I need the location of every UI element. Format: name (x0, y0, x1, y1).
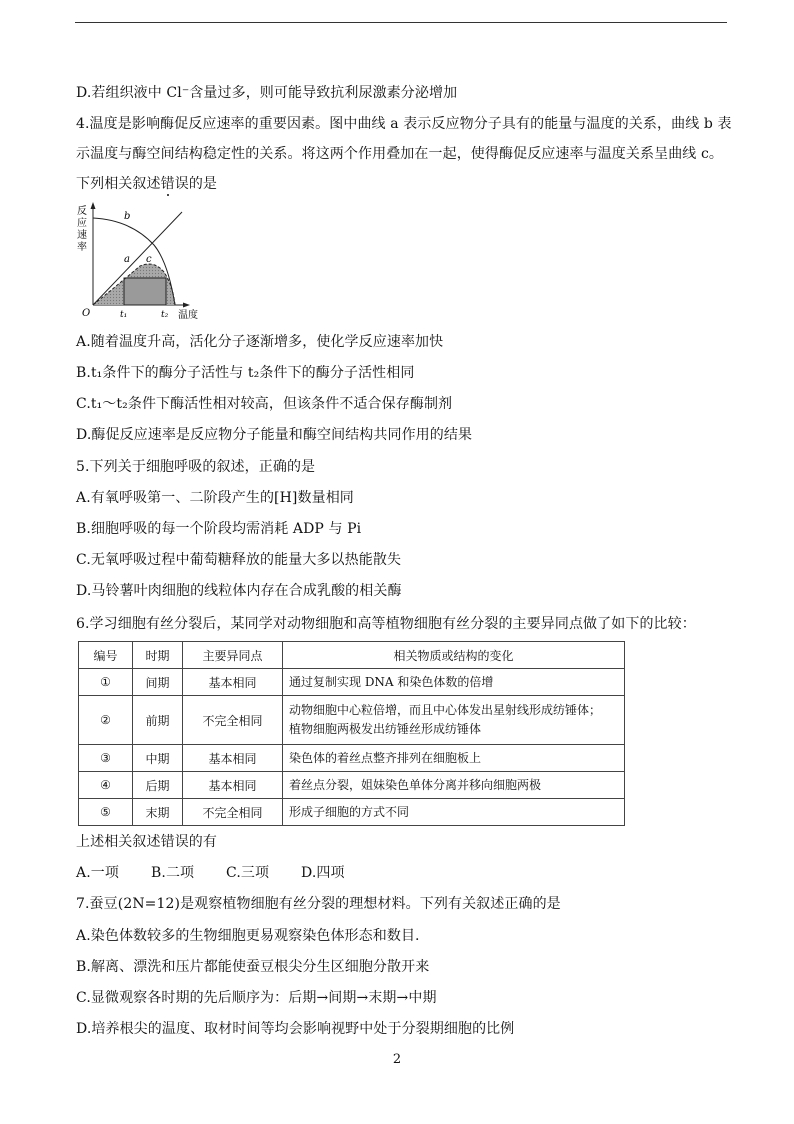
q4-option-d: D.酶促反应速率是反应物分子能量和酶空间结构共同作用的结果 (76, 427, 473, 443)
q6-option-d: D.四项 (301, 865, 345, 881)
graph-x-arrow (183, 303, 190, 308)
table-row (79, 772, 625, 799)
q7-option-a: A.染色体数较多的生物细胞更易观察染色体形态和数目. (76, 928, 420, 944)
graph-ylabel-3: 速 (77, 230, 87, 241)
q4-graph (76, 200, 206, 325)
graph-origin: O (82, 308, 91, 319)
table-header-point: 主要异同点 (183, 642, 283, 669)
table-cell-change: 着丝点分裂，姐妹染色单体分离并移向细胞两极 (283, 772, 625, 799)
header-rule (75, 22, 727, 23)
q7-option-b: B.解离、漂洗和压片都能使蚕豆根尖分生区细胞分散开来 (76, 959, 430, 975)
table-header-no: 编号 (79, 642, 133, 669)
q5-option-d: D.马铃薯叶肉细胞的线粒体内存在合成乳酸的相关酶 (76, 583, 402, 599)
table-cell-change: 通过复制实现 DNA 和染色体数的倍增 (283, 669, 625, 696)
graph-ylabel-2: 应 (77, 218, 87, 229)
q6-options (76, 863, 345, 883)
table-cell-no: ③ (79, 745, 133, 772)
q6-option-a: A.一项 (76, 865, 119, 881)
q4-option-c: C.t₁～t₂条件下酶活性相对较高，但该条件不适合保存酶制剂 (76, 396, 453, 412)
table-cell-change (283, 696, 625, 745)
q5-option-c: C.无氧呼吸过程中葡萄糖释放的能量大多以热能散失 (76, 552, 402, 568)
table-cell-point: 基本相同 (183, 669, 283, 696)
graph-t1: t₁ (120, 310, 128, 320)
table-cell-no: ⑤ (79, 799, 133, 826)
table-cell-change: 形成子细胞的方式不同 (283, 799, 625, 826)
q7-option-d: D.培养根尖的温度、取材时间等均会影响视野中处于分裂期细胞的比例 (76, 1021, 515, 1037)
q7-stem: 7.蚕豆(2N=12)是观察植物细胞有丝分裂的理想材料。下列有关叙述正确的是 (76, 896, 561, 912)
q6-stem: 6.学习细胞有丝分裂后，某同学对动物细胞和高等植物细胞有丝分裂的主要异同点做了如下的比较： (76, 616, 696, 632)
q5-option-a: A.有氧呼吸第一、二阶段产生的[H]数量相同 (76, 490, 354, 506)
table-row (79, 669, 625, 696)
q6-after-stem: 上述相关叙述错误的有 (76, 834, 217, 850)
table-cell-point: 不完全相同 (183, 696, 283, 745)
table-header-phase: 时期 (133, 642, 183, 669)
table-header-row (79, 642, 625, 669)
q5-stem: 5.下列关于细胞呼吸的叙述，正确的是 (76, 459, 316, 475)
graph-y-arrow (91, 202, 96, 209)
q7-option-c: C.显微观察各时期的先后顺序为：后期→间期→末期→中期 (76, 990, 437, 1006)
table-row (79, 696, 625, 745)
q4-stem-post: 误的是 (174, 176, 218, 192)
graph-rect-t1-t2 (124, 278, 166, 305)
table-row (79, 745, 625, 772)
graph-xlabel: 温度 (178, 310, 198, 321)
table-row (79, 799, 625, 826)
graph-t2: t₂ (161, 310, 169, 320)
table-cell-no: ② (79, 696, 133, 745)
table-cell-phase: 间期 (133, 669, 183, 696)
q4-stem-pre: 下列相关叙述 (76, 176, 161, 192)
table-cell-phase: 前期 (133, 696, 183, 745)
table-header-change: 相关物质或结构的变化 (283, 642, 625, 669)
table-cell-change-line1: 动物细胞中心粒倍增，而且中心体发出星射线形成纺锤体； (289, 703, 602, 717)
page-number: 2 (392, 1052, 402, 1067)
table-cell-change: 染色体的着丝点整齐排列在细胞板上 (283, 745, 625, 772)
q4-stem-line3 (76, 174, 217, 194)
q6-comparison-table (78, 641, 625, 826)
q4-stem-line2: 示温度与酶空间结构稳定性的关系。将这两个作用叠加在一起，使得酶促反应速率与温度关系呈曲线 c。 (76, 146, 723, 162)
table-cell-no: ④ (79, 772, 133, 799)
table-cell-no: ① (79, 669, 133, 696)
graph-ylabel-1: 反 (77, 206, 87, 217)
table-cell-point: 不完全相同 (183, 799, 283, 826)
graph-label-b: b (124, 211, 131, 222)
table-cell-phase: 中期 (133, 745, 183, 772)
graph-label-a: a (124, 254, 130, 265)
q4-option-a: A.随着温度升高，活化分子逐渐增多，使化学反应速率加快 (76, 334, 444, 350)
table-cell-change-line2: 植物细胞两极发出纺锤丝形成纺锤体 (289, 722, 482, 736)
q4-stem-line1: 4.温度是影响酶促反应速率的重要因素。图中曲线 a 表示反应物分子具有的能量与温度的关系，曲线 b 表 (76, 116, 732, 132)
q4-option-b: B.t₁条件下的酶分子活性与 t₂条件下的酶分子活性相同 (76, 365, 415, 381)
table-cell-point: 基本相同 (183, 772, 283, 799)
q5-option-b: B.细胞呼吸的每一个阶段均需消耗 ADP 与 Pi (76, 521, 362, 537)
q6-option-b: B.二项 (151, 865, 195, 881)
graph-label-c: c (146, 254, 152, 265)
table-cell-point: 基本相同 (183, 745, 283, 772)
q4-stem-emphasis: 错 (160, 176, 175, 192)
table-cell-phase: 末期 (133, 799, 183, 826)
graph-ylabel-4: 率 (77, 242, 87, 253)
q3-option-d: D.若组织液中 Cl⁻含量过多，则可能导致抗利尿激素分泌增加 (76, 85, 458, 101)
q6-option-c: C.三项 (226, 865, 270, 881)
table-cell-phase: 后期 (133, 772, 183, 799)
